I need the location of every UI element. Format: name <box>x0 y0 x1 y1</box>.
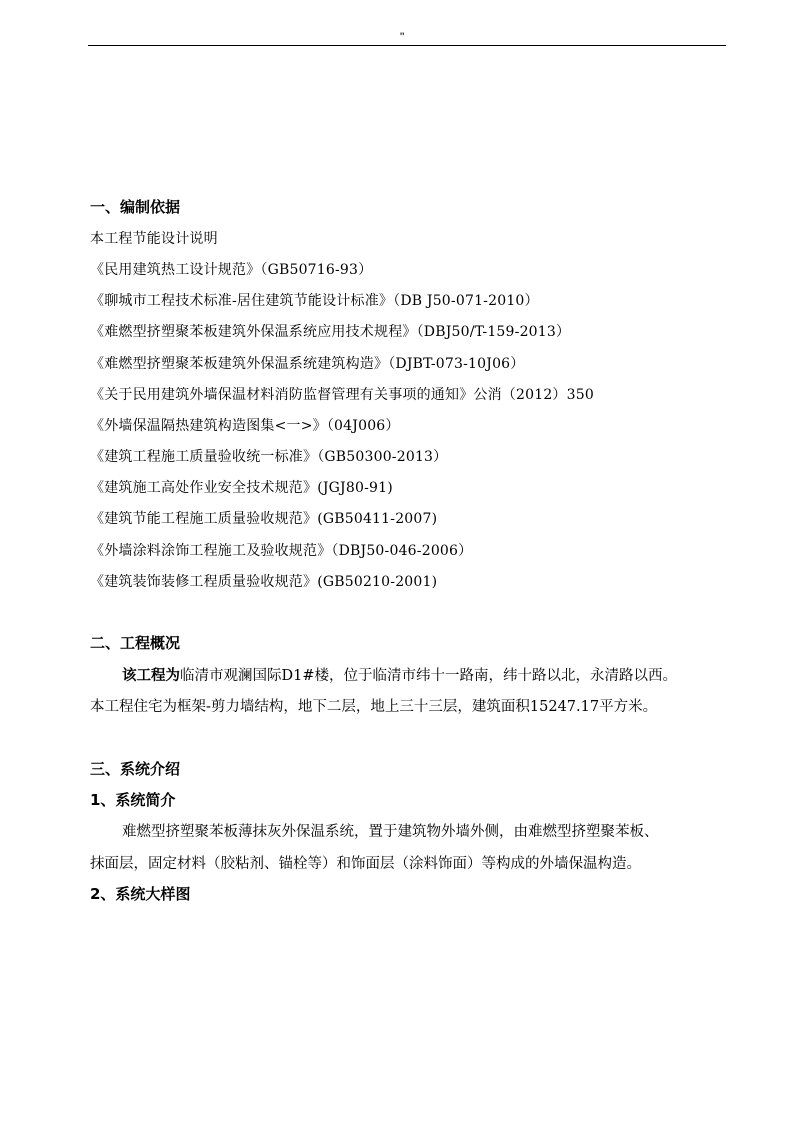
overview-line-1 <box>122 664 677 685</box>
reference-item: 《难燃型挤塑聚苯板建筑外保温系统建筑构造》（DJBT-073-10J06） <box>90 356 525 372</box>
reference-item: 《建筑施工高处作业安全技术规范》(JGJ80-91) <box>90 480 393 496</box>
reference-item: 《外墙保温隔热建筑构造图集<一>》（04J006） <box>90 418 400 434</box>
section-2-title: 二、工程概况 <box>90 634 181 652</box>
subsection-1-title: 1、系统简介 <box>90 791 176 809</box>
system-intro-line-1: 难燃型挤塑聚苯板薄抹灰外保温系统，置于建筑物外墙外侧，由难燃型挤塑聚苯板、 <box>122 824 659 840</box>
overview-line-2: 本工程住宅为框架-剪力墙结构，地下二层，地上三十三层，建筑面积15247.17平方米。 <box>90 699 658 715</box>
section-3-title: 三、系统介绍 <box>90 760 181 778</box>
system-intro-line-2: 抹面层，固定材料（胶粘剂、锚栓等）和饰面层（涂料饰面）等构成的外墙保温构造。 <box>90 856 641 872</box>
reference-item: 《聊城市工程技术标准-居住建筑节能设计标准》（DB J50-071-2010） <box>90 293 539 309</box>
section-1-title: 一、编制依据 <box>90 198 181 216</box>
header-mark: " <box>400 30 405 44</box>
header-rule <box>88 45 726 46</box>
reference-item: 《外墙涂料涂饰工程施工及验收规范》（DBJ50-046-2006） <box>90 543 473 559</box>
overview-lead: 该工程为 <box>122 667 180 684</box>
reference-item: 《难燃型挤塑聚苯板建筑外保温系统应用技术规程》（DBJ50/T-159-2013） <box>90 324 571 340</box>
overview-line-1-text: 临清市观澜国际D1#楼，位于临清市纬十一路南，纬十路以北，永清路以西。 <box>180 668 677 684</box>
subsection-2-title: 2、系统大样图 <box>90 885 191 903</box>
reference-item: 《建筑装饰装修工程质量验收规范》(GB50210-2001) <box>90 574 438 590</box>
reference-item: 《关于民用建筑外墙保温材料消防监督管理有关事项的通知》公消（2012）350 <box>90 387 594 403</box>
reference-item: 《建筑工程施工质量验收统一标准》（GB50300-2013） <box>90 449 448 465</box>
reference-item: 《建筑节能工程施工质量验收规范》(GB50411-2007) <box>90 511 438 527</box>
reference-item: 《民用建筑热工设计规范》（GB50716-93） <box>90 262 373 278</box>
reference-item: 本工程节能设计说明 <box>90 231 218 247</box>
